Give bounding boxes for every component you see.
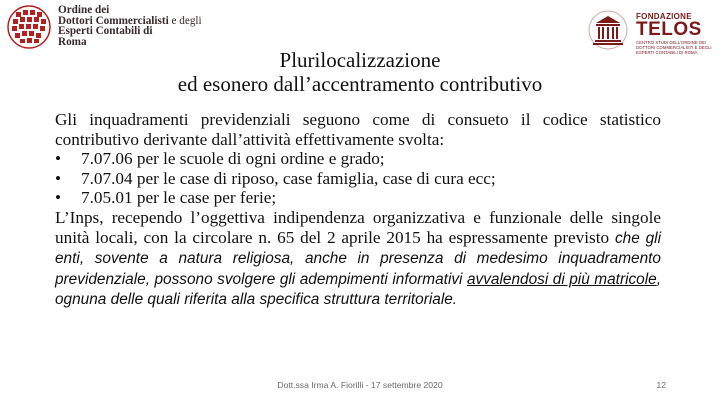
footer-author: Dott.ssa Irma A. Fiorilli - 17 settembre 2020	[277, 380, 443, 390]
title-line-1: Plurilocalizzazione	[279, 48, 441, 72]
bullet-item	[55, 188, 661, 208]
title-line-2: ed esonero dall’accentramento contributivo	[177, 72, 543, 96]
bullet-text: 7.07.04 per le case di riposo, case famiglia, case di cura ecc;	[81, 168, 496, 188]
odcec-wordmark	[58, 5, 202, 47]
bullet-dot: •	[55, 168, 62, 188]
closing-paragraph	[55, 208, 661, 310]
closing-italic-text: che gli enti, sovente a natura religiosa, anche in presenza di medesimo inquadramento previdenziale, possono svolgere gli adempimenti informativi	[55, 229, 661, 288]
bullet-text: 7.07.06 per le scuole di ogni ordine e grado;	[81, 149, 385, 169]
telos-fondazione: FONDAZIONE	[636, 12, 692, 21]
odcec-line-2a: Dottori Commercialisti	[58, 14, 169, 27]
telos-subtitle: CENTRO STUDI DELL'ORDINE DEI DOTTORI COMMERCIALISTI E DEGLI ESPERTI CONTABILI DI ROMA	[636, 40, 712, 55]
temple-icon	[588, 8, 628, 52]
closing-underlined-text: avvalendosi di più matricole	[466, 270, 657, 288]
closing-tail-text: , ognuna delle quali riferita alla specifica struttura territoriale.	[55, 270, 662, 309]
bullet-text: 7.05.01 per le case per ferie;	[81, 188, 277, 208]
odcec-logo	[6, 4, 216, 52]
odcec-line-2b: e degli	[168, 14, 202, 27]
odcec-line-1: Ordine dei	[58, 4, 110, 16]
bullet-dot: •	[55, 149, 62, 169]
odcec-line-3: Esperti Contabili di	[58, 25, 153, 38]
slide-body	[55, 110, 661, 310]
odcec-globe-icon	[6, 4, 52, 50]
closing-normal-text: L’Inps, recependo l’oggettiva indipendenza organizzativa e funzionale delle singole unità locali, con la circolare n. 65 del 2 aprile 2015 ha espressamente previsto	[55, 207, 661, 247]
bullet-dot: •	[55, 188, 62, 208]
intro-paragraph: Gli inquadramenti previdenziali seguono come di consueto il codice statistico contributivo derivante dall’attività effettivamente svolta:	[55, 110, 661, 149]
odcec-line-4: Roma	[58, 35, 87, 48]
telos-name: TELOS	[636, 19, 702, 40]
bullet-item	[55, 149, 661, 169]
bullet-item	[55, 169, 661, 189]
slide-title	[0, 48, 720, 96]
page-number: 12	[656, 380, 666, 390]
